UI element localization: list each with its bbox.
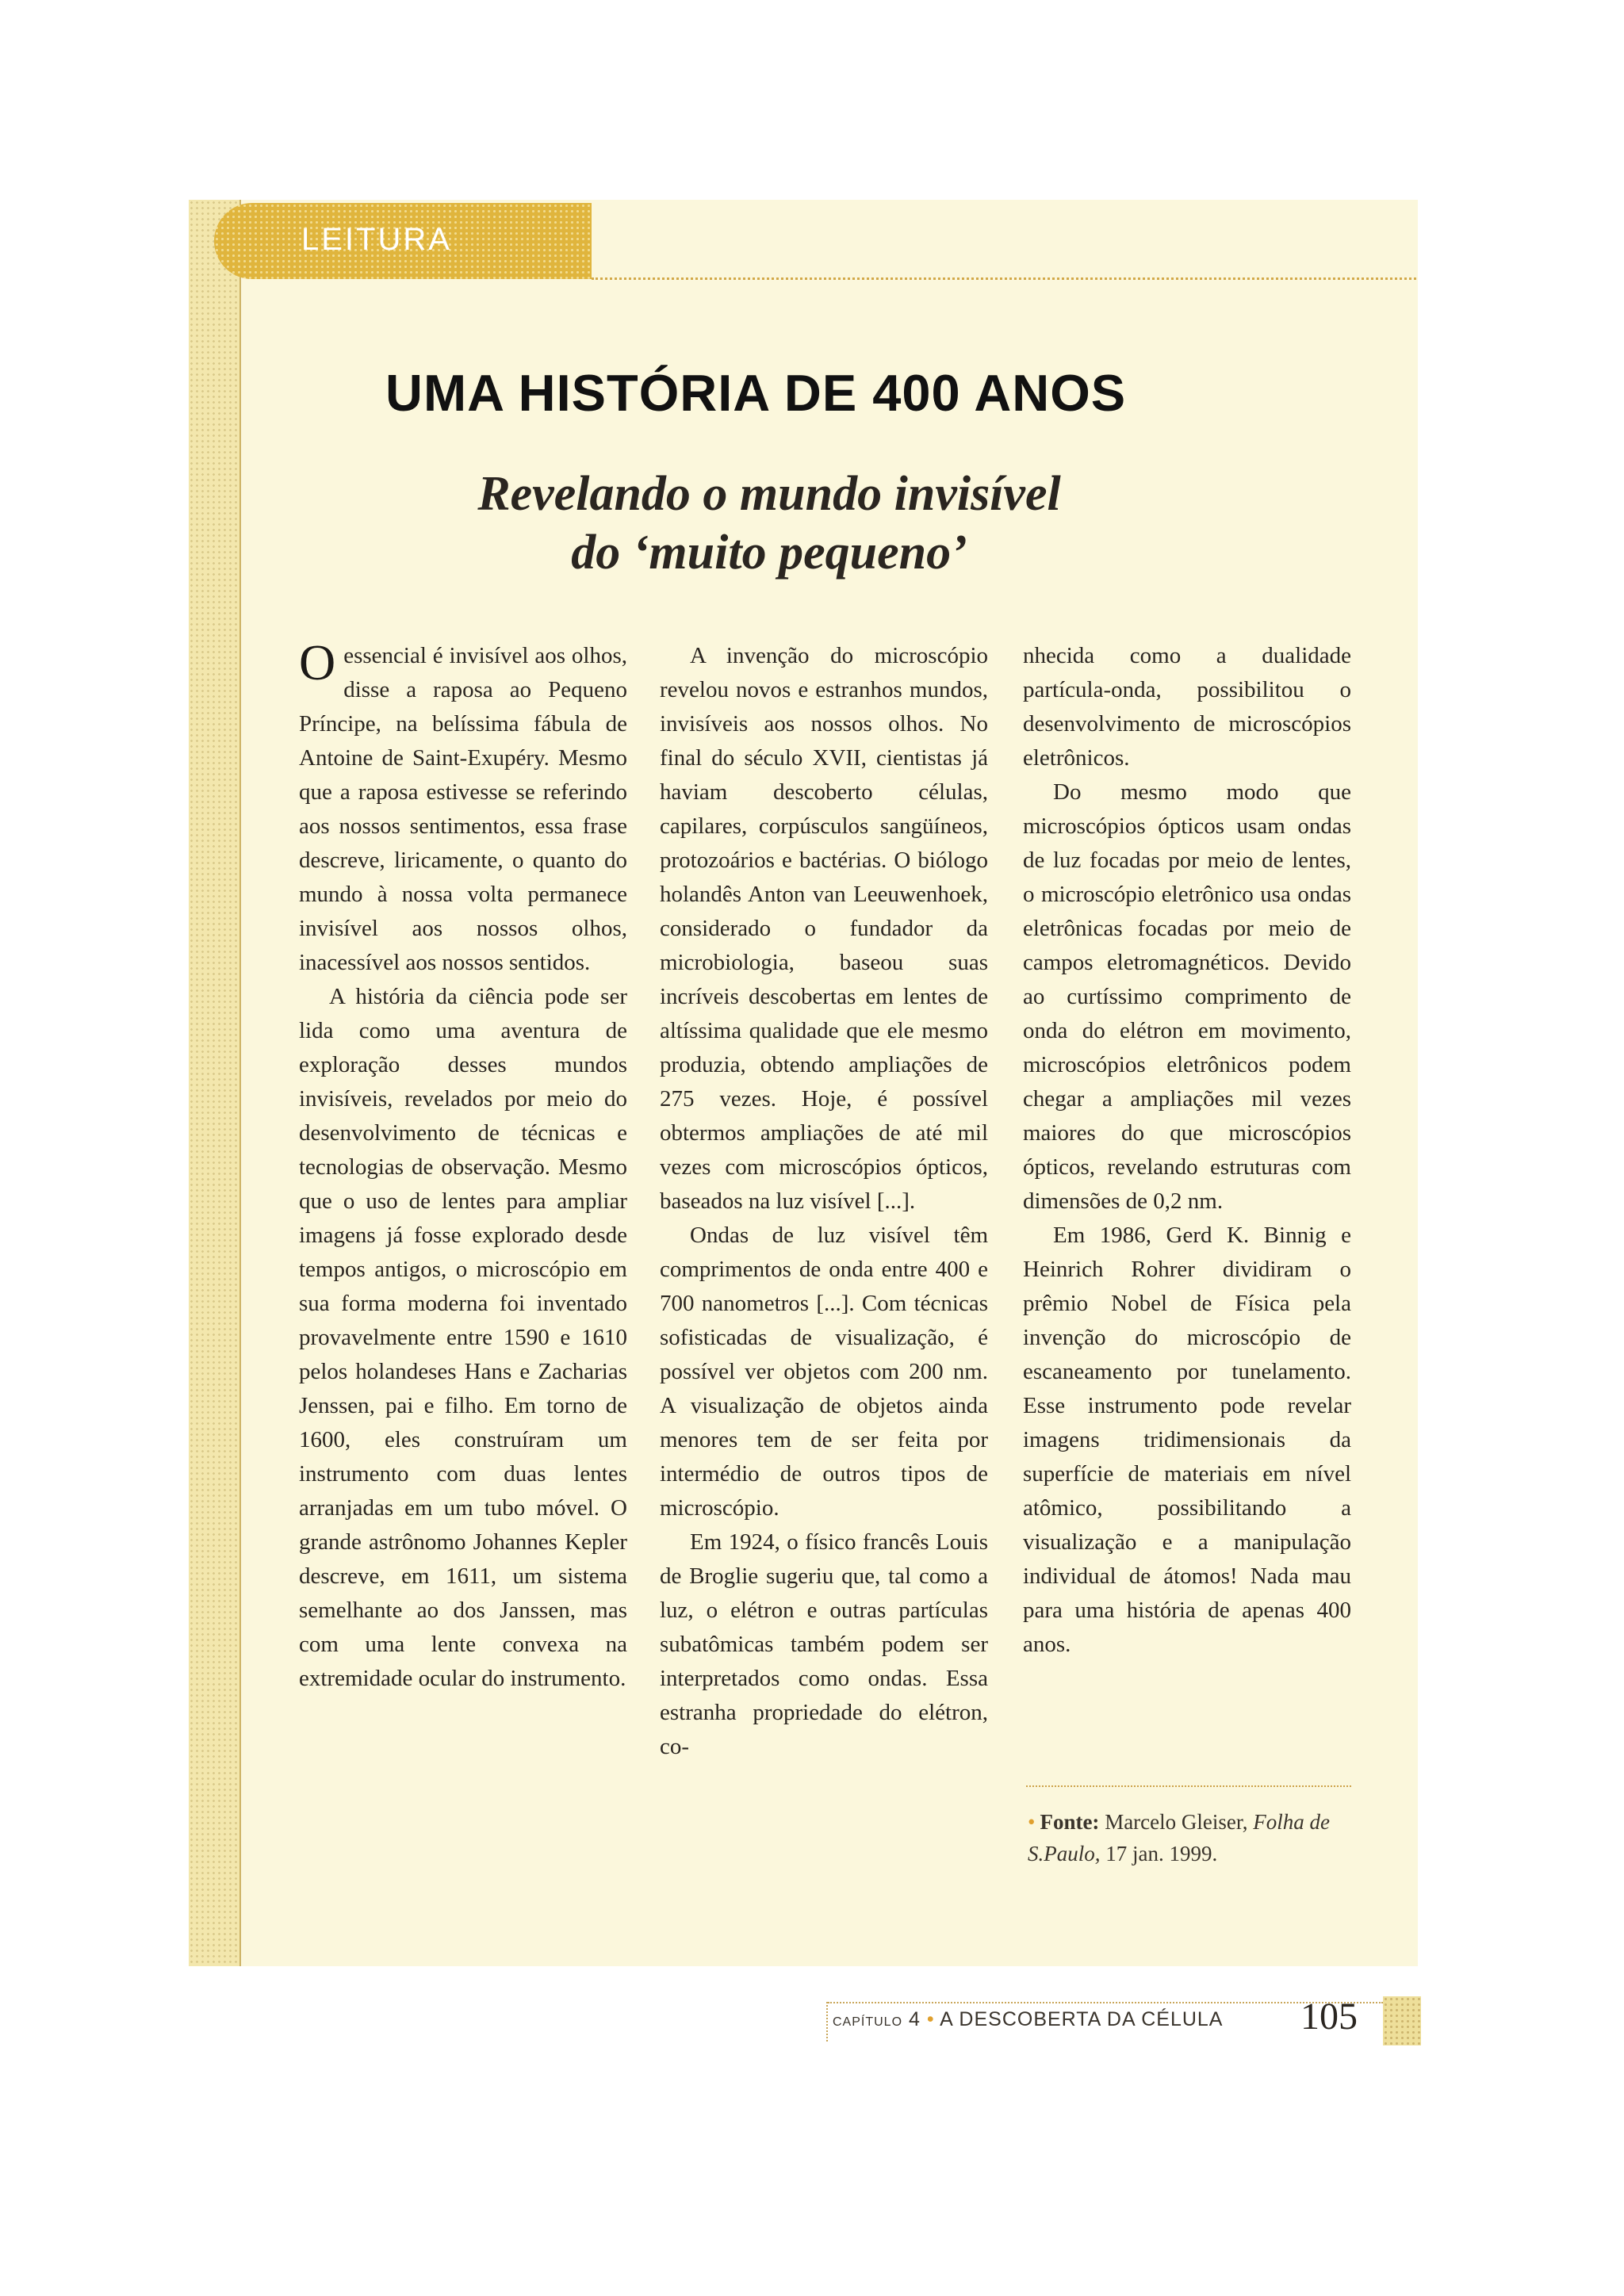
- section-tab-label: LEITURA: [301, 222, 452, 257]
- source-label: Fonte:: [1040, 1810, 1100, 1834]
- subtitle-line-2: do ‘muito pequeno’: [571, 526, 967, 580]
- footer-corner-block: [1383, 1996, 1421, 2045]
- paragraph: Em 1986, Gerd K. Binnig e Heinrich Rohrer dividiram o prêmio Nobel de Física pela invenção do microscópio de escaneamento por tunelamento. Esse instrumento pode revelar imagens tridimensionais da superfície de materiais em nível atômico, possibilitando a visualização e a manipulação individual de átomos! Nada mau para uma história de apenas 400 anos.: [1023, 1223, 1351, 1657]
- subtitle-line-1: Revelando o mundo invisível: [477, 467, 1061, 521]
- panel-side-stripe: [189, 200, 241, 1966]
- article-subtitle: [444, 465, 1094, 582]
- article-column-2: [660, 639, 988, 1764]
- paragraph: nhecida como a dualidade partícula-onda, possibilitou o desenvolvimento de microscópios eletrônicos.: [1023, 643, 1351, 771]
- source-author: Marcelo Gleiser,: [1105, 1810, 1248, 1834]
- running-footer: [833, 2008, 1224, 2031]
- footer-dotted-rule: [828, 2002, 1383, 2003]
- chapter-number: 4: [908, 2008, 921, 2030]
- header-dotted-rule: [592, 277, 1416, 280]
- paragraph: [299, 634, 627, 980]
- paragraph: Do mesmo modo que microscópios ópticos usam ondas de luz focadas por meio de lentes, o microscópio eletrônico usa ondas eletrônicas focadas por meio de campos eletromagnéticos. Devido ao curtíssimo comprimento de onda do elétron em movimento, microscópios eletrônicos podem chegar a ampliações mil vezes maiores do que microscópios ópticos, revelando estruturas com dimensões de 0,2 nm.: [1023, 779, 1351, 1214]
- drop-cap: O: [299, 634, 336, 691]
- source-citation: [1028, 1806, 1353, 1869]
- paragraph: Em 1924, o físico francês Louis de Broglie sugeriu que, tal como a luz, o elétron e outras partículas subatômicas também podem ser interpretados como ondas. Essa estranha propriedade do elétron, co-: [660, 1529, 988, 1759]
- bullet-icon: •: [1028, 1810, 1036, 1834]
- footer-dotted-tick: [826, 2002, 828, 2042]
- article-column-1: [299, 634, 627, 1696]
- paragraph: A história da ciência pode ser lida como uma aventura de exploração desses mundos invisíveis, revelados por meio do desenvolvimento de técnicas e tecnologias de observação. Mesmo que o uso de lentes para ampliar imagens já fosse explorado desde tempos antigos, o microscópio em sua forma moderna foi inventado provavelmente entre 1590 e 1610 pelos holandeses Hans e Zacharias Jenssen, pai e filho. Em torno de 1600, eles construíram um instrumento com duas lentes arranjadas em um tubo móvel. O grande astrônomo Johannes Kepler descreve, em 1611, um sistema semelhante ao dos Janssen, mas com uma lente convexa na extremidade ocular do instrumento.: [299, 984, 627, 1691]
- chapter-label: CAPÍTULO: [833, 2015, 903, 2029]
- article-column-3: [1023, 639, 1351, 1662]
- page-number: 105: [1300, 1996, 1358, 2038]
- source-divider: [1026, 1785, 1351, 1787]
- paragraph-text: essencial é invisível aos olhos, disse a raposa ao Pequeno Príncipe, na belíssima fábula de Antoine de Saint-Exupéry. Mesmo que a raposa estivesse se referindo aos nossos sentimentos, essa frase descreve, liricamente, o quanto do mundo à nossa volta permanece invisível aos nossos olhos, inacessível aos nossos sentidos.: [299, 643, 627, 975]
- source-publication: Folha de S.Paulo,: [1028, 1810, 1331, 1866]
- paragraph: A invenção do microscópio revelou novos e estranhos mundos, invisíveis aos nossos olhos. No final do século XVII, cientistas já haviam descoberto células, capilares, corpúsculos sangüíneos, protozoários e bactérias. O biólogo holandês Anton van Leeuwenhoek, considerado o fundador da microbiologia, baseou suas incríveis descobertas em lentes de altíssima qualidade que ele mesmo produzia, obtendo ampliações de 275 vezes. Hoje, é possível obtermos ampliações de até mil vezes com microscópios ópticos, baseados na luz visível [...].: [660, 643, 988, 1214]
- source-date: 17 jan. 1999.: [1105, 1842, 1218, 1866]
- paragraph: Ondas de luz visível têm comprimentos de onda entre 400 e 700 nanometros [...]. Com técnicas sofisticadas de visualização, é possível ver objetos com 200 nm. A visualização de objetos ainda menores tem de ser feita por intermédio de outros tipos de microscópio.: [660, 1223, 988, 1521]
- chapter-title: A DESCOBERTA DA CÉLULA: [940, 2008, 1224, 2030]
- footer-separator: •: [926, 2008, 935, 2030]
- article-title: UMA HISTÓRIA DE 400 ANOS: [385, 364, 1127, 422]
